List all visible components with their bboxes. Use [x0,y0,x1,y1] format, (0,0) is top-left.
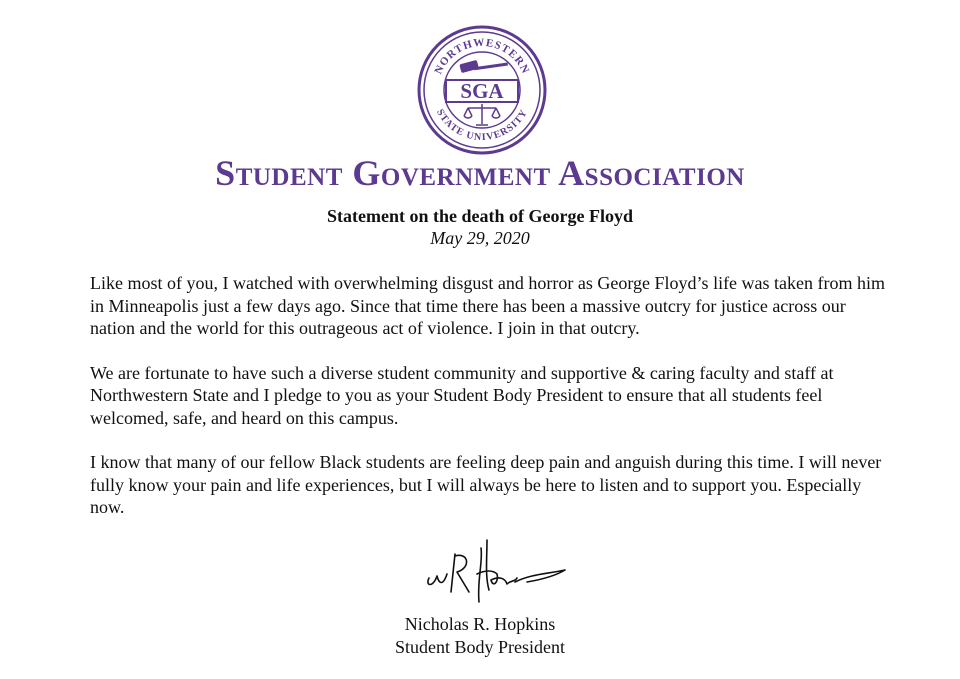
scales-icon [464,104,500,125]
statement-date: May 29, 2020 [430,228,530,248]
statement-body [90,272,890,541]
svg-text:STATE UNIVERSITY: STATE UNIVERSITY [434,107,530,144]
gavel-icon [459,60,508,73]
svg-text:NORTHWESTERN: NORTHWESTERN [432,36,532,77]
svg-text:SGA: SGA [460,79,504,103]
signer-name: Nicholas R. Hopkins [404,614,556,634]
body-paragraph: We are fortunate to have such a diverse student community and supportive & caring faculty and staff at Northwestern State and I pledge to you as your Student Body President to ensure that all students feel welcomed, safe, and heard on this campus. [90,362,834,428]
body-paragraph: Like most of you, I watched with overwhelming disgust and horror as George Floyd’s life was taken from him in Minneapolis just a few days ago. Since that time there has been a massive outcry for justice across our nation and the world for this outrageous act of violence. I join in that outcry. [90,273,886,338]
statement-title: Statement on the death of George Floyd [327,206,633,226]
handwritten-signature [415,530,575,610]
body-paragraph: I know that many of our fellow Black students are feeling deep pain and anguish during this time. I will never fully know your pain and life experiences, but I will always be here to listen and to support you. Especially now. [90,452,882,517]
organization-name: Student Government Association [215,153,745,193]
signer-title: Student Body President [395,637,565,657]
sga-seal-logo [416,24,548,156]
